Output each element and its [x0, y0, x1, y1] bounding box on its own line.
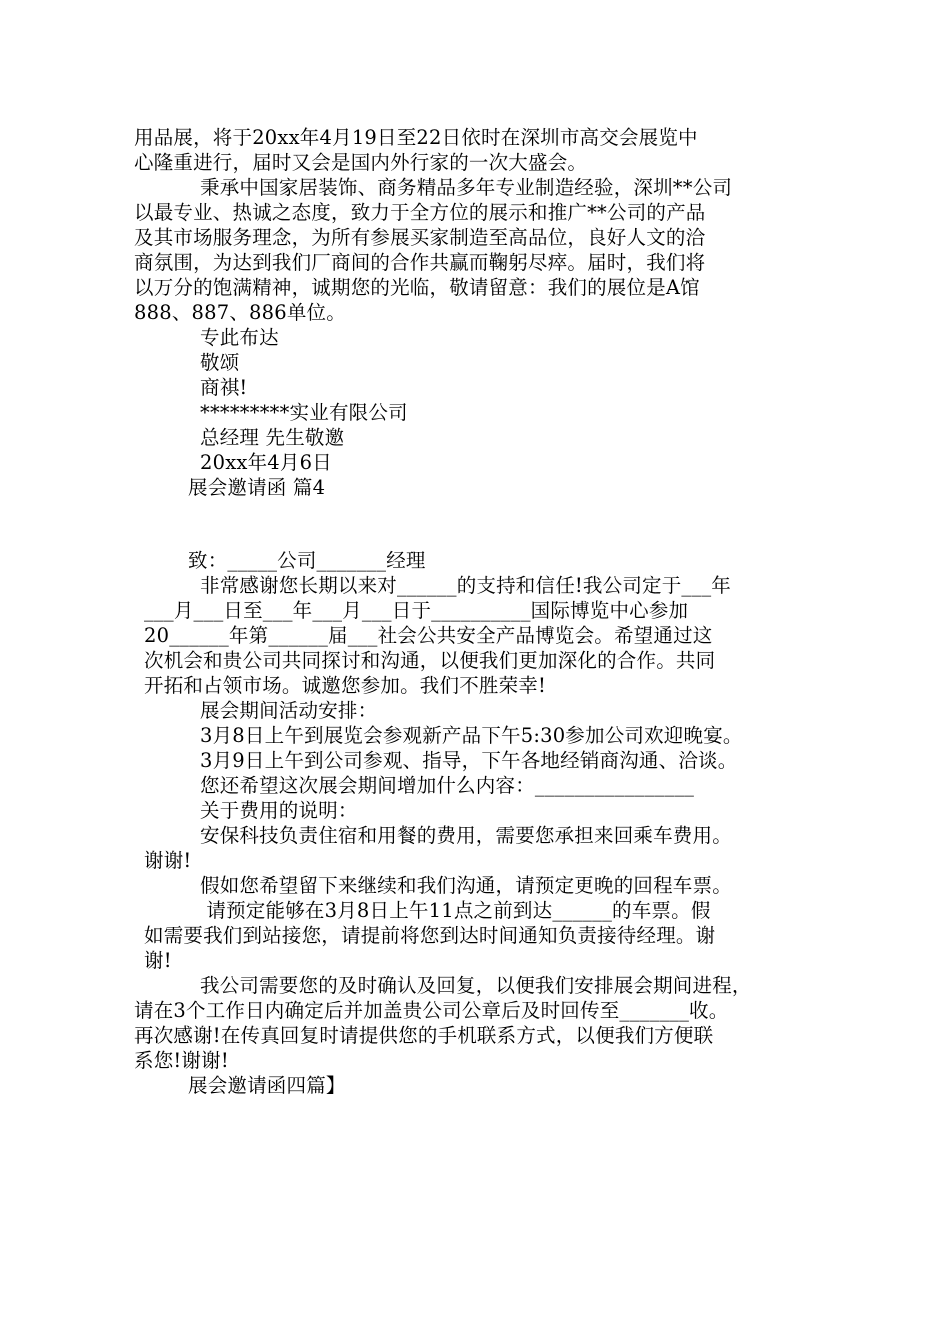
schedule-item: 3月9日上午到公司参观、指导，下午各地经销商沟通、洽谈。: [200, 749, 738, 772]
company-name: *********实业有限公司: [200, 401, 408, 424]
closing-line: 专此布达: [200, 326, 279, 349]
paragraph-line: ___月___日至___年___月___日于__________国际博览中心参加: [144, 599, 689, 622]
paragraph-line: 秉承中国家居装饰、商务精品多年专业制造经验，深圳**公司: [200, 176, 733, 199]
footer-heading: 展会邀请函四篇】: [188, 1074, 346, 1097]
paragraph-line: 请预定能够在3月8日上午11点之前到达______的车票。假: [200, 899, 711, 922]
paragraph-line: 888、887、886单位。: [134, 301, 346, 324]
fee-title: 关于费用的说明：: [200, 799, 358, 822]
paragraph-line: 再次感谢!在传真回复时请提供您的手机联系方式，以便我们方便联: [134, 1024, 714, 1047]
signer-line: 总经理 先生敬邀: [200, 426, 345, 449]
paragraph-line: 如需要我们到站接您，请提前将您到达时间通知负责接待经理。谢: [144, 924, 716, 947]
paragraph-line: 谢!: [144, 949, 172, 972]
paragraph-line: 以最专业、热诚之态度，致力于全方位的展示和推广**公司的产品: [134, 201, 706, 224]
paragraph-line: 假如您希望留下来继续和我们沟通，请预定更晚的回程车票。: [200, 874, 732, 897]
paragraph-line: 及其市场服务理念，为所有参展买家制造至高品位，良好人文的洽: [134, 226, 706, 249]
paragraph-line: 谢谢!: [144, 849, 192, 872]
question-line: 您还希望这次展会期间增加什么内容：________________: [200, 774, 695, 797]
paragraph-line: 以万分的饱满精神，诚期您的光临，敬请留意：我们的展位是A馆: [134, 276, 700, 299]
paragraph-line: 安保科技负责住宿和用餐的费用，需要您承担来回乘车费用。: [200, 824, 732, 847]
closing-line: 商祺!: [200, 376, 248, 399]
section-heading: 展会邀请函 篇4: [188, 476, 326, 499]
paragraph-line: 20______年第______届___社会公共安全产品博览会。希望通过这: [144, 624, 713, 647]
paragraph-line: 商氛围，为达到我们厂商间的合作共赢而鞠躬尽瘁。届时，我们将: [134, 251, 706, 274]
schedule-item: 3月8日上午到展览会参观新产品下午5:30参加公司欢迎晚宴。: [200, 724, 743, 747]
paragraph-line: 系您!谢谢!: [134, 1049, 229, 1072]
paragraph-line: 我公司需要您的及时确认及回复，以便我们安排展会期间进程，: [200, 974, 752, 997]
paragraph-line: 心隆重进行，届时又会是国内外行家的一次大盛会。: [134, 151, 588, 174]
paragraph-line: 次机会和贵公司共同探讨和沟通，以便我们更加深化的合作。共同: [144, 649, 716, 672]
paragraph-line: 开拓和占领市场。诚邀您参加。我们不胜荣幸!: [144, 674, 547, 697]
schedule-title: 展会期间活动安排：: [200, 699, 378, 722]
date-line: 20xx年4月6日: [200, 451, 332, 474]
closing-line: 敬颂: [200, 351, 240, 374]
paragraph-line: 非常感谢您长期以来对______的支持和信任!我公司定于___年: [200, 574, 731, 597]
paragraph-line: 用品展，将于20xx年4月19日至22日依时在深圳市高交会展览中: [134, 126, 698, 149]
salutation: 致：_____公司_______经理: [188, 549, 426, 572]
paragraph-line: 请在3个工作日内确定后并加盖贵公司公章后及时回传至_______收。: [134, 999, 729, 1022]
